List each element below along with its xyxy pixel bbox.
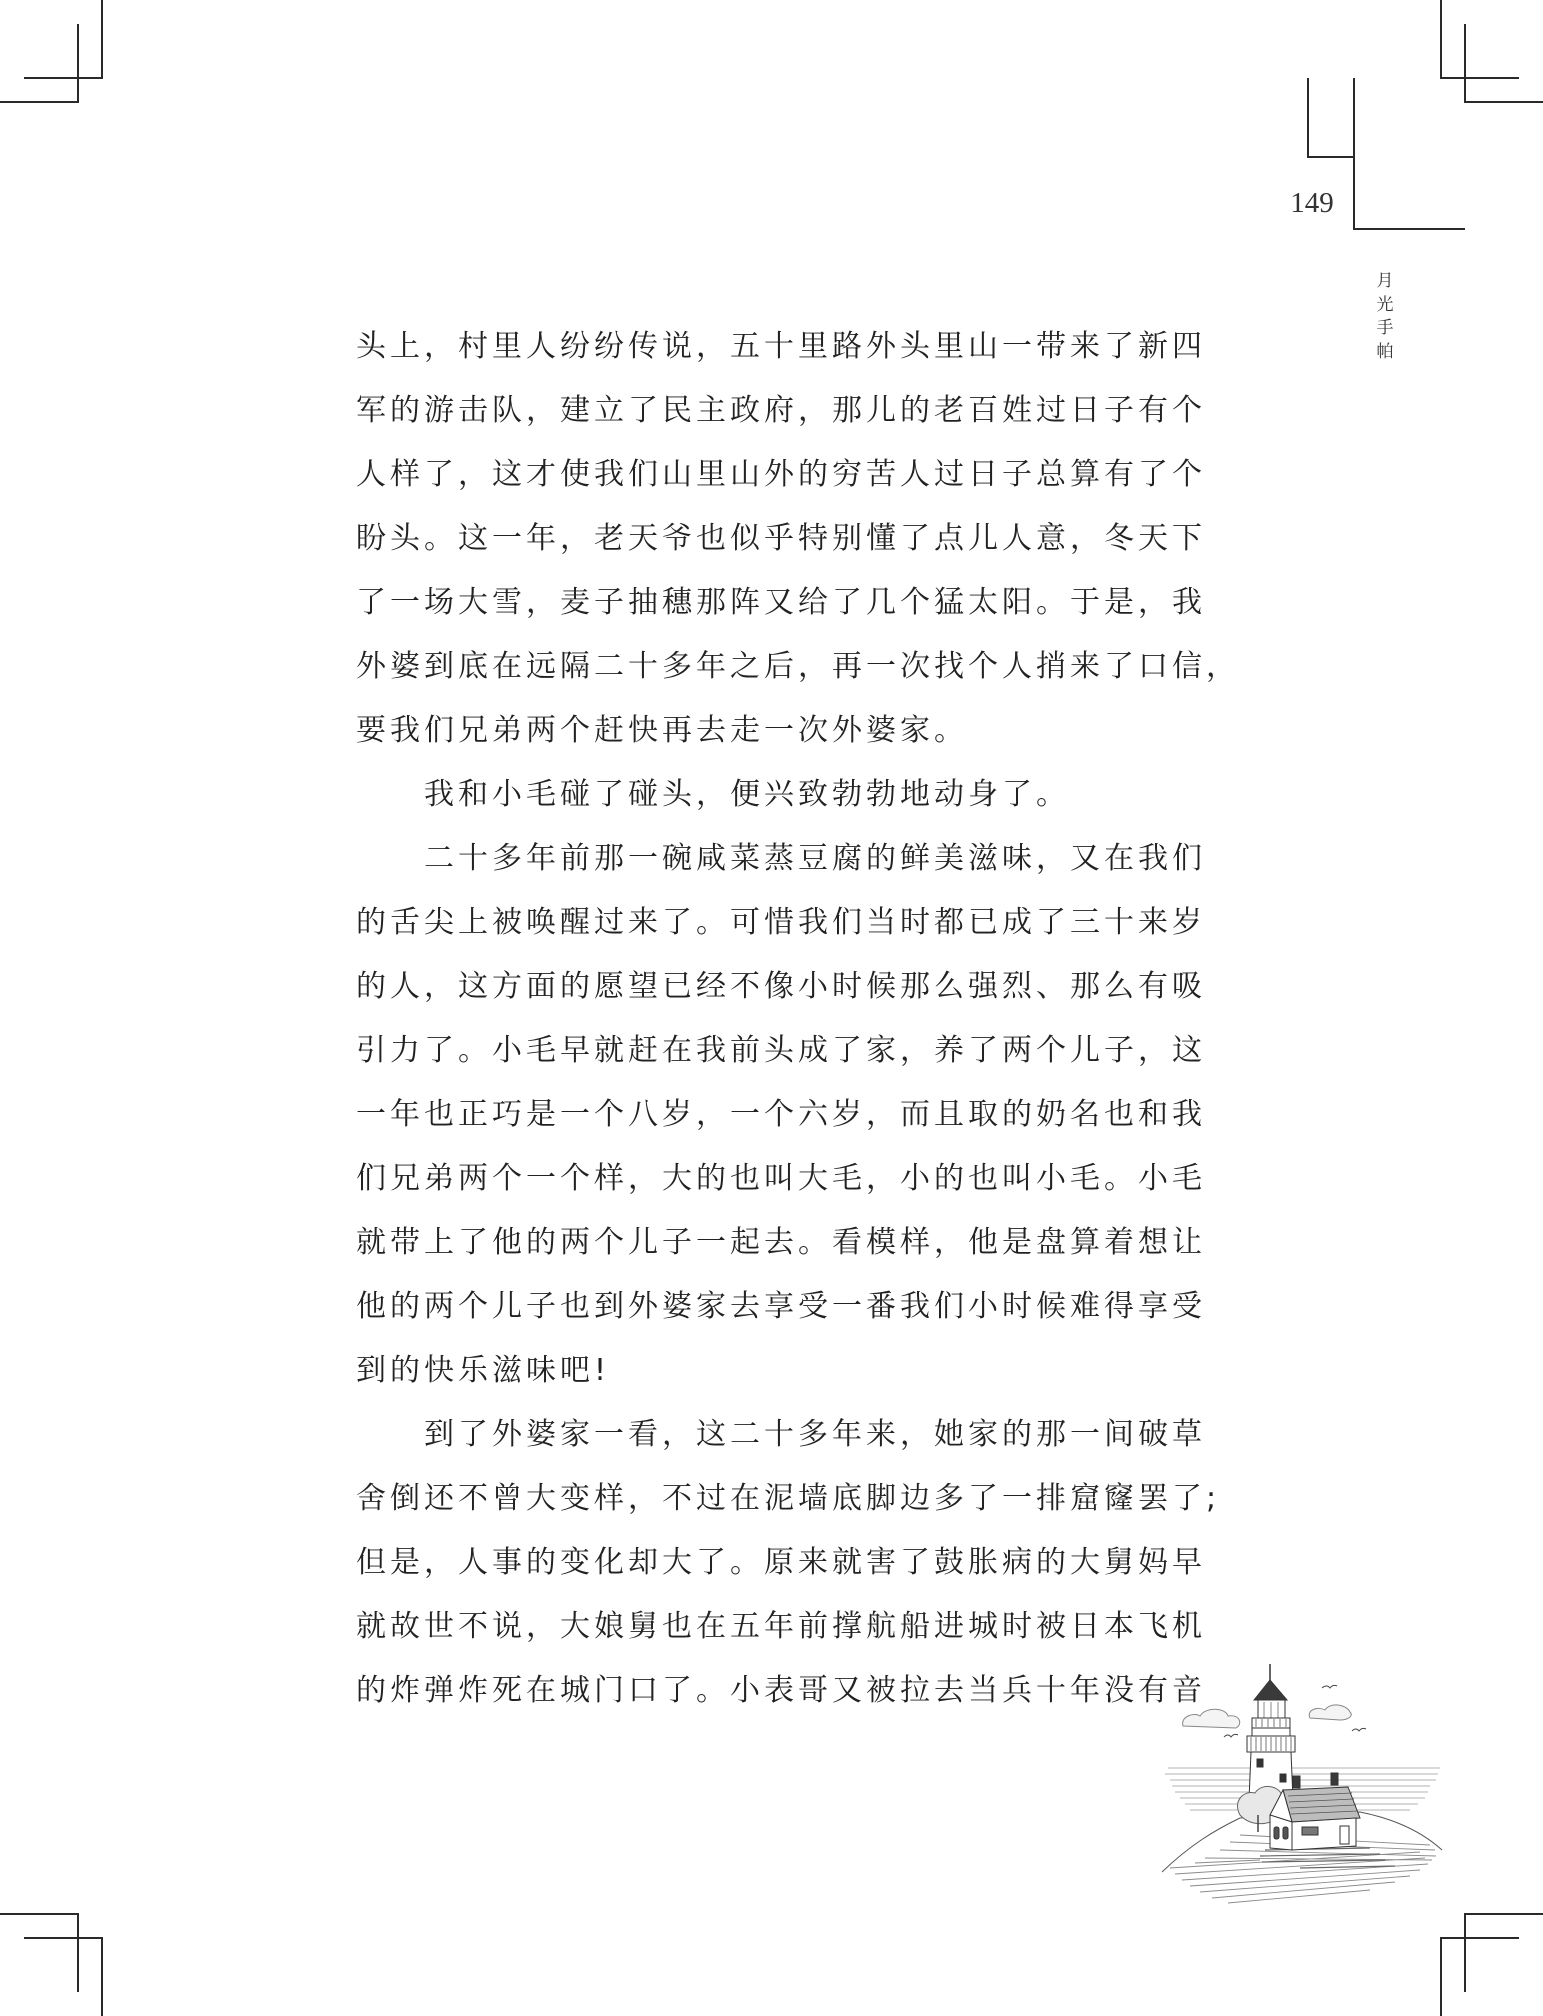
text-line: 引力了。小毛早就赶在我前头成了家，养了两个儿子，这 (356, 1033, 1206, 1068)
house-chimney (1293, 1776, 1300, 1788)
text-line: 的舌尖上被唤醒过来了。可惜我们当时都已成了三十来岁 (356, 905, 1206, 940)
text-line: 就带上了他的两个儿子一起去。看模样，他是盘算着想让 (356, 1225, 1206, 1260)
lighthouse-window (1280, 1774, 1286, 1782)
crop-mark-top-left-v2 (77, 24, 79, 103)
running-title-char: 月 (1376, 271, 1394, 291)
house-window (1302, 1827, 1318, 1835)
crop-mark-bottom-left-h1 (0, 1913, 79, 1915)
text-line: 外婆到底在远隔二十多年之后，再一次找个人捎来了口信， (356, 649, 1240, 684)
house-window (1283, 1827, 1288, 1839)
paragraph (356, 1403, 1236, 1723)
running-title-char: 手 (1376, 318, 1394, 338)
bird-icon (1322, 1685, 1337, 1688)
lighthouse-gallery-upper (1252, 1718, 1290, 1728)
header-ornament-rule (1307, 156, 1355, 158)
house-chimney (1331, 1773, 1338, 1785)
text-line: 人样了，这才使我们山里山外的穷苦人过日子总算有了个 (356, 457, 1206, 492)
text-line: 就故世不说，大娘舅也在五年前撑航船进城时被日本飞机 (356, 1609, 1206, 1644)
page-number: 149 (1290, 187, 1334, 219)
text-line: 到的快乐滋味吧! (356, 1353, 611, 1388)
paragraph (356, 827, 1236, 1403)
house-window (1274, 1827, 1279, 1839)
crop-mark-bottom-left-h2 (24, 1937, 103, 1939)
crop-mark-top-left-h1 (24, 77, 103, 79)
lighthouse-illustration (1150, 1655, 1450, 1915)
lighthouse-window (1257, 1759, 1263, 1767)
text-line: 要我们兄弟两个赶快再去走一次外婆家。 (356, 713, 968, 748)
crop-mark-bottom-right-h2 (1440, 1937, 1519, 1939)
crop-mark-top-left-h2 (0, 101, 79, 103)
running-title (1372, 270, 1398, 364)
text-line: 们兄弟两个一个样，大的也叫大毛，小的也叫小毛。小毛 (356, 1161, 1206, 1196)
bird-icon (1352, 1728, 1366, 1731)
bird-icon (1224, 1734, 1238, 1737)
body-text (356, 315, 1240, 1723)
text-line: 一年也正巧是一个八岁，一个六岁，而且取的奶名也和我 (356, 1097, 1206, 1132)
running-title-char: 帕 (1376, 341, 1394, 362)
text-line: 二十多年前那一碗咸菜蒸豆腐的鲜美滋味，又在我们 (424, 841, 1206, 876)
text-line: 但是，人事的变化却大了。原来就害了鼓胀病的大舅妈早 (356, 1545, 1206, 1580)
house-door (1340, 1826, 1349, 1844)
text-line: 盼头。这一年，老天爷也似乎特别懂了点儿人意，冬天下 (356, 521, 1206, 556)
crop-mark-top-right-v1 (1440, 0, 1442, 79)
paragraph (356, 315, 1240, 763)
house-roof (1283, 1787, 1360, 1822)
text-line: 到了外婆家一看，这二十多年来，她家的那一间破草 (424, 1417, 1206, 1452)
crop-mark-top-right-v2 (1464, 24, 1466, 103)
crop-mark-bottom-left-v2 (101, 1937, 103, 2016)
header-ornament-rule (1307, 78, 1309, 158)
crop-mark-top-left-v1 (101, 0, 103, 79)
header-ornament-rule (1353, 228, 1465, 230)
text-line: 我和小毛碰了碰头，便兴致勃勃地动身了。 (424, 777, 1070, 812)
text-line: 了一场大雪，麦子抽穗那阵又给了几个猛太阳。于是，我 (356, 585, 1206, 620)
header-ornament-rule (1353, 78, 1355, 230)
running-title-char: 光 (1376, 294, 1394, 315)
text-line: 军的游击队，建立了民主政府，那儿的老百姓过日子有个 (356, 393, 1206, 428)
crop-mark-top-right-h2 (1464, 101, 1543, 103)
cloud (1309, 1705, 1351, 1720)
crop-mark-top-right-h1 (1440, 77, 1519, 79)
crop-mark-bottom-left-v1 (77, 1913, 79, 1992)
text-line: 的人，这方面的愿望已经不像小时候那么强烈、那么有吸 (356, 969, 1206, 1004)
paragraph (356, 763, 1236, 827)
cloud (1183, 1709, 1240, 1728)
text-line: 他的两个儿子也到外婆家去享受一番我们小时候难得享受 (356, 1289, 1206, 1324)
lighthouse-cap (1254, 1680, 1287, 1700)
crop-mark-bottom-right-v2 (1440, 1937, 1442, 2016)
crop-mark-bottom-right-h1 (1464, 1913, 1543, 1915)
text-line: 头上，村里人纷纷传说，五十里路外头里山一带来了新四 (356, 329, 1206, 364)
text-line: 的炸弹炸死在城门口了。小表哥又被拉去当兵十年没有音 (356, 1673, 1206, 1708)
crop-mark-bottom-right-v1 (1464, 1913, 1466, 1992)
text-line: 舍倒还不曾大变样，不过在泥墙底脚边多了一排窟窿罢了; (356, 1481, 1221, 1516)
